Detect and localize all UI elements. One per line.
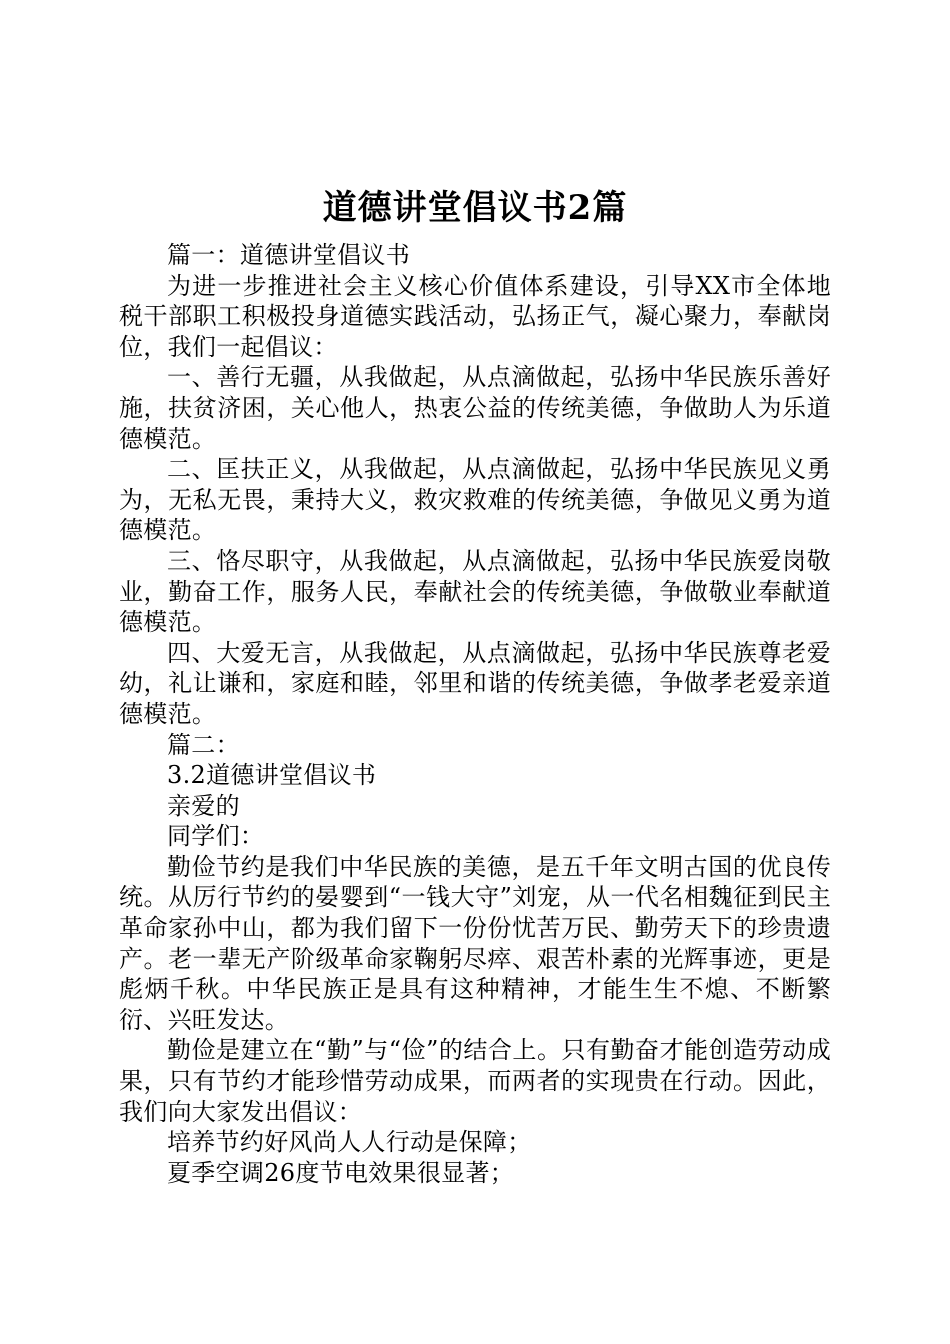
body-paragraph: 三、恪尽职守，从我做起，从点滴做起，弘扬中华民族爱岗敬业，勤奋工作，服务人民，奉献社会的传统美德，争做敬业奉献道德模范。 [119,546,831,637]
section-heading-1: 篇一：道德讲堂倡议书 [167,241,410,269]
salutation-line: 亲爱的 [167,791,240,820]
body-paragraph: 四、大爱无言，从我做起，从点滴做起，弘扬中华民族尊老爱幼，礼让谦和，家庭和睦，邻里和谐的传统美德，争做孝老爱亲道德模范。 [119,638,831,728]
document-page [119,178,831,1188]
body-paragraph: 为进一步推进社会主义核心价值体系建设，引导XX市全体地税干部职工积极投身道德实践活动，弘扬正气，凝心聚力，奉献岗位，我们一起倡议： [119,271,831,361]
salutation-line: 同学们： [167,822,265,851]
body-paragraph: 勤俭是建立在“勤”与“俭”的结合上。只有勤奋才能创造劳动成果，只有节约才能珍惜劳动成果，而两者的实现贵在行动。因此，我们向大家发出倡议： [119,1036,831,1126]
body-paragraph: 二、匡扶正义，从我做起，从点滴做起，弘扬中华民族见义勇为，无私无畏，秉持大义，救灾救难的传统美德，争做见义勇为道德模范。 [119,455,831,545]
document-title: 道德讲堂倡议书2篇 [322,188,628,228]
body-paragraph: 勤俭节约是我们中华民族的美德，是五千年文明古国的优良传统。从厉行节约的晏婴到“一钱大守”刘宠，从一代名相魏征到民主革命家孙中山，都为我们留下一份份忧苦万民、勤劳天下的珍贵遗产。老一辈无产阶级革命家鞠躬尽瘁、艰苦朴素的光辉事迹，更是彪炳千秋。中华民族正是具有这种精神，才能生生不熄、不断繁衍、兴旺发达。 [119,852,831,1034]
slogan-line: 夏季空调26度节电效果很显著； [167,1158,515,1187]
slogan-line: 培养节约好风尚人人行动是保障； [167,1128,532,1157]
section-heading-2: 篇二： [167,730,240,759]
body-paragraph: 一、善行无疆，从我做起，从点滴做起，弘扬中华民族乐善好施，扶贫济困，关心他人，热衷公益的传统美德，争做助人为乐道德模范。 [119,363,831,453]
subheading: 3.2道德讲堂倡议书 [167,761,377,790]
